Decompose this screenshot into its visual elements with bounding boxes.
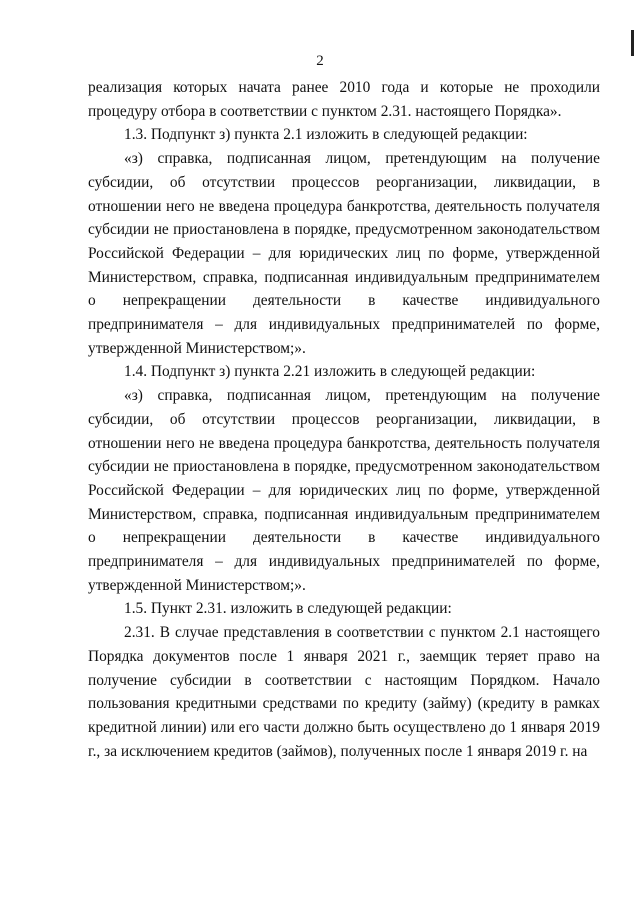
paragraph-quote-1-3: «з) справка, подписанная лицом, претендующим на получение субсидии, об отсутствии процессов реорганизации, ликвидации, в отношении него не введена процедура банкротства, деятельность получателя субсидии не приостановлена в порядке, предусмотренном законодательством Российской Федерации – для юридических лиц по форме, утвержденной Министерством, справка, подписанная индивидуальным предпринимателем о непрекращении деятельности в качестве индивидуального предпринимателя – для индивидуальных предпринимателей по форме, утвержденной Министерством;». — [88, 150, 600, 357]
paragraph-item-1-4: 1.4. Подпункт з) пункта 2.21 изложить в следующей редакции: — [124, 363, 536, 381]
paragraph-item-2-31: 2.31. В случае представления в соответствии с пунктом 2.1 настоящего Порядка документов после 1 января 2021 г., заемщик теряет право на получение субсидии в соответствии с настоящим Порядком. Начало пользования кредитными средствами по кредиту (займу) (кредиту в рамках кредитной линии) или его части должно быть осуществлено до 1 января 2019 г., за исключением кредитов (займов), полученных после 1 января 2019 г. на — [88, 624, 600, 760]
paragraph-item-1-5: 1.5. Пункт 2.31. изложить в следующей редакции: — [124, 600, 452, 618]
paragraph-item-1-3: 1.3. Подпункт з) пункта 2.1 изложить в следующей редакции: — [124, 126, 528, 144]
page-number: 2 — [316, 53, 324, 69]
paragraph-continuation: реализация которых начата ранее 2010 года и которые не проходили процедуру отбора в соответствии с пунктом 2.31. настоящего Порядка». — [88, 79, 600, 120]
document-body — [88, 76, 600, 763]
paragraph-quote-1-4: «з) справка, подписанная лицом, претендующим на получение субсидии, об отсутствии процессов реорганизации, ликвидации, в отношении него не введена процедура банкротства, деятельность получателя субсидии не приостановлена в порядке, предусмотренном законодательством Российской Федерации – для юридических лиц по форме, утвержденной Министерством, справка, подписанная индивидуальным предпринимателем о непрекращении деятельности в качестве индивидуального предпринимателя – для индивидуальных предпринимателей по форме, утвержденной Министерством;». — [88, 387, 600, 594]
